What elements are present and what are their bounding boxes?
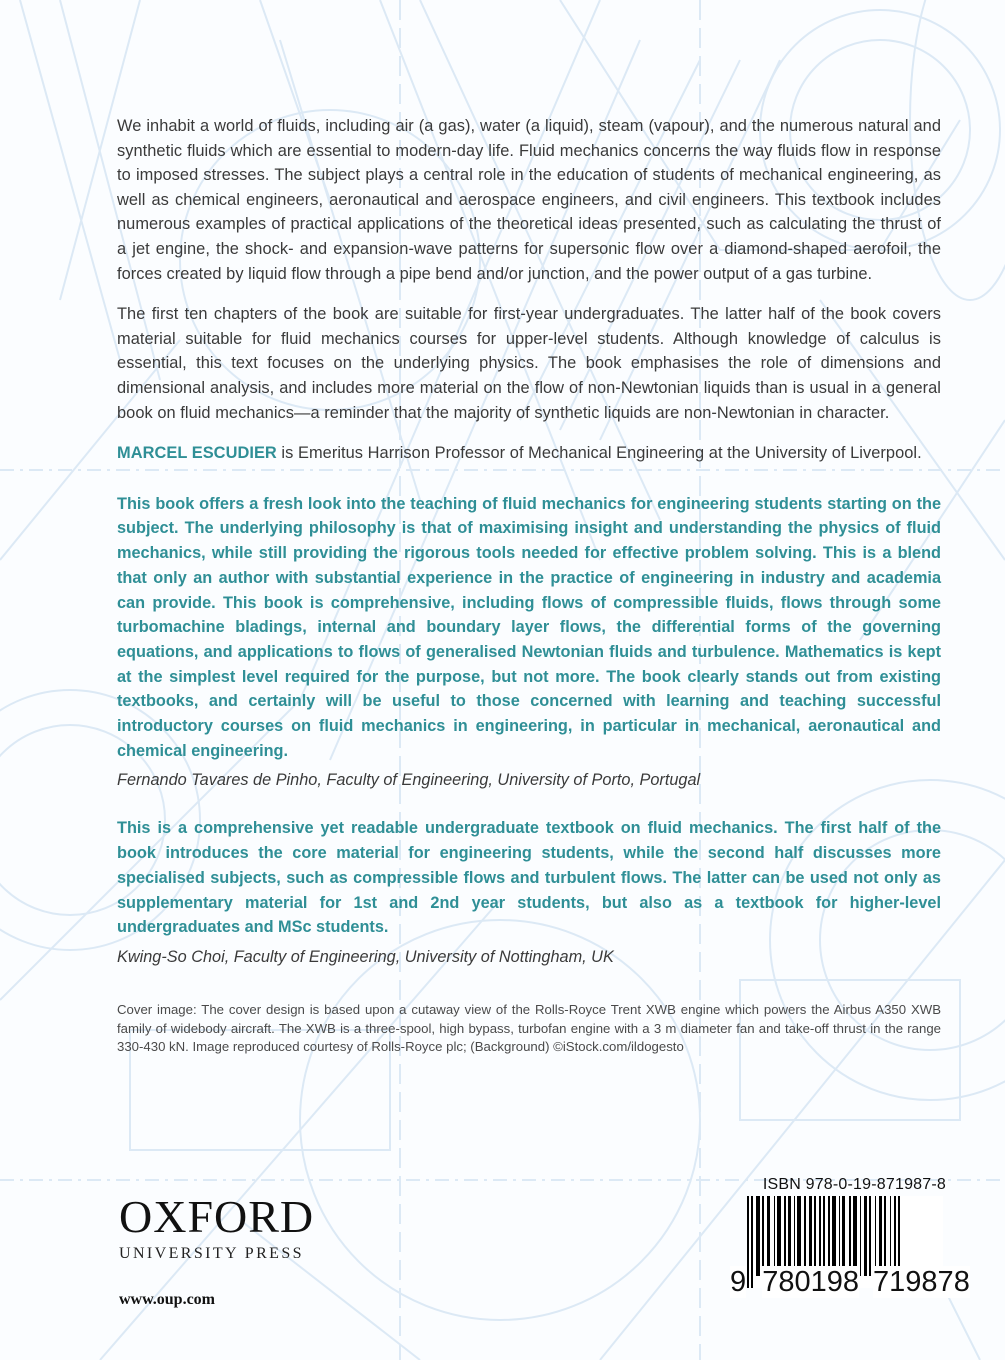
barcode (730, 1196, 970, 1304)
author-name: MARCEL ESCUDIER (117, 444, 277, 463)
publisher-subtitle: UNIVERSITY PRESS (119, 1245, 304, 1262)
barcode-digits-left: 780198 (762, 1266, 859, 1298)
barcode-digits (730, 1266, 970, 1299)
description-paragraph-1: We inhabit a world of fluids, including air (a gas), water (a liquid), steam (vapour), and the numerous natural and synthetic fluids which are essential to modern-day life. Fluid mechanics concerns the way fluids flow in response to imposed stresses. The subject plays a central role in the education of students of mechanical engineering, as well as chemical engineers, aeronautical and aerospace engineers, and civil engineers. This textbook includes numerous examples of practical applications of the theoretical ideas presented, such as calculating the thrust of a jet engine, the shock- and expansion-wave patterns for supersonic flow over a diamond-shaped aerofoil, the forces created by liquid flow through a pipe bend and/or junction, and the power output of a gas turbine. (117, 117, 941, 283)
author-bio (117, 441, 941, 466)
endorsement-quote-1: This book offers a fresh look into the teaching of fluid mechanics for engineering students starting on the subject. The underlying philosophy is that of maximising insight and understanding the physics of fluid mechanics, while still providing the rigorous tools needed for effective problem solving. This is a blend that only an author with substantial experience in the practice of engineering in industry and academia can provide. This book is comprehensive, including flows of compressible fluids, flows through some turbomachine bladings, internal and boundary layer flows, the differential forms of the governing equations, and applications to flows of generalised Newtonian fluids and turbulence. Mathematics is kept at the simplest level required for the purpose, but not more. The book clearly stands out from existing textbooks, and certainly will be useful to those concerned with learning and teaching successful introductory courses on fluid mechanics in engineering, in particular in mechanical, aeronautical and chemical engineering. (117, 494, 941, 760)
barcode-digit-first: 9 (730, 1266, 747, 1298)
publisher-logo (119, 1191, 315, 1309)
publisher-url: www.oup.com (119, 1291, 216, 1308)
endorsement-quote-2: This is a comprehensive yet readable undergraduate textbook on fluid mechanics. The first half of the book introduces the core material for engineering students, while the second half discusses more specialised subjects, such as compressible flows and turbulent flows. The latter can be used not only as supplementary material for 1st and 2nd year students, but also as a textbook for higher-level undergraduates and MSc students. (117, 819, 941, 937)
isbn-label: ISBN 978-0-19-871987-8 (762, 1176, 946, 1193)
description-paragraph-2: The first ten chapters of the book are suitable for first-year undergraduates. The latter half of the book covers material suitable for fluid mechanics courses for upper-level students. Although knowledge of calculus is essential, this text focuses on the underlying physics. The book emphasises the role of dimensions and dimensional analysis, and includes more material on the flow of non-Newtonian liquids than is usual in a general book on fluid mechanics—a reminder that the majority of synthetic liquids are non-Newtonian in character. (117, 305, 941, 422)
endorsement-attribution-2: Kwing-So Choi, Faculty of Engineering, University of Nottingham, UK (117, 947, 614, 966)
cover-image-credit: Cover image: The cover design is based upon a cutaway view of the Rolls-Royce Trent XWB engine which powers the Airbus A350 XWB family of widebody aircraft. The XWB is a three-spool, high bypass, turbofan engine with a 3 m diameter fan and take-off thrust in the range 330-430 kN. Image reproduced courtesy of Rolls-Royce plc; (Background) ©iStock.com/ildogesto (117, 1001, 941, 1055)
barcode-digits-right: 719878 (873, 1266, 970, 1298)
isbn-barcode-block (730, 1176, 970, 1304)
publisher-name: OXFORD (119, 1191, 315, 1242)
endorsement-attribution-1: Fernando Tavares de Pinho, Faculty of Engineering, University of Porto, Portugal (117, 771, 701, 790)
author-bio-text: is Emeritus Harrison Professor of Mechanical Engineering at the University of Liverpool. (276, 444, 922, 463)
back-cover-text (117, 114, 941, 1070)
